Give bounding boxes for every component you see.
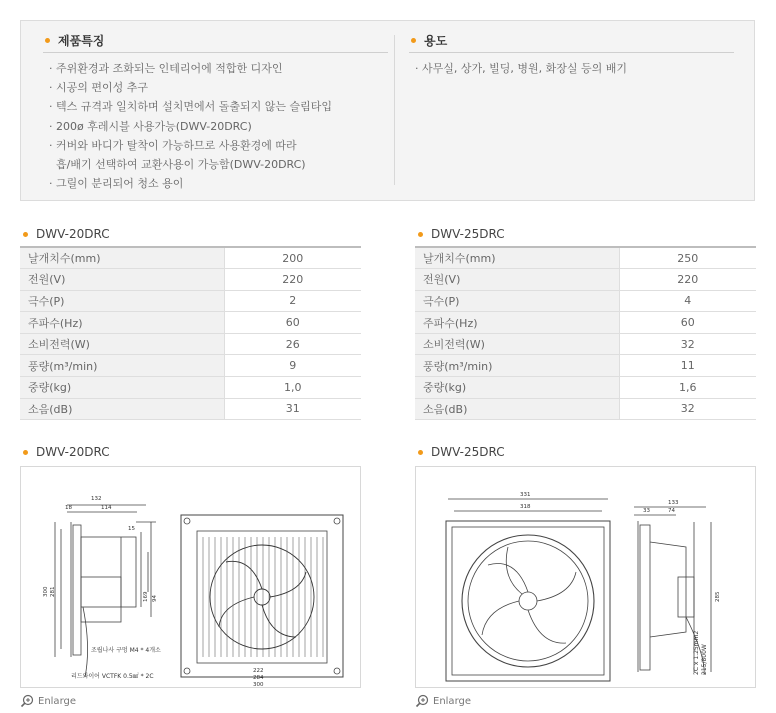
table-row (20, 269, 361, 291)
drawing-section-20drc (20, 442, 361, 708)
dim-label: 222 (253, 668, 264, 674)
spec-label: 소비전력(W) (415, 333, 619, 355)
feature-item: · 텍스 규격과 일치하며 설치면에서 돌출되지 않는 슬림타입 (49, 100, 332, 114)
spec-value: 220 (619, 269, 756, 291)
spec-value: 220 (224, 269, 361, 291)
spec-label: 극수(P) (415, 290, 619, 312)
spec-value: 32 (619, 398, 756, 420)
bullet-dot-icon (411, 38, 416, 43)
bullet-dot-icon (23, 232, 28, 237)
dim-label: 285 (715, 591, 721, 602)
feature-box (20, 20, 755, 201)
dim-label: 300 (253, 682, 264, 687)
table-row (415, 398, 756, 420)
technical-drawing (416, 467, 755, 687)
spec-value: 4 (619, 290, 756, 312)
drawing-model-title: DWV-25DRC (431, 445, 505, 459)
feature-item: · 주위환경과 조화되는 인테리어에 적합한 디자인 (49, 62, 283, 75)
drawing-section-25drc (415, 442, 756, 708)
dim-label: 169 (143, 591, 149, 602)
spec-table (415, 246, 756, 420)
dim-label: 318 (520, 504, 531, 510)
spec-value: 26 (224, 333, 361, 355)
drawing-note: 리드와이어 VCTFK 0.5㎟ * 2C (71, 673, 154, 680)
feature-item: · 200ø 후레시블 사용가능(DWV-20DRC) (49, 119, 252, 133)
table-row (20, 398, 361, 420)
spec-label: 중량(kg) (415, 377, 619, 399)
feature-item: · 커버와 바디가 탈착이 가능하므로 사용환경에 따라 (49, 138, 297, 152)
usage-header (409, 33, 734, 53)
spec-label: 날개치수(mm) (415, 247, 619, 269)
table-row (415, 333, 756, 355)
spec-value: 250 (619, 247, 756, 269)
enlarge-link[interactable] (20, 694, 361, 708)
table-row (20, 290, 361, 312)
magnifier-plus-icon (415, 694, 429, 708)
table-row (415, 247, 756, 269)
spec-label: 주파수(Hz) (20, 312, 224, 334)
spec-header (415, 224, 756, 244)
spec-section-20drc (20, 224, 361, 420)
spec-value: 60 (224, 312, 361, 334)
spec-label: 날개치수(mm) (20, 247, 224, 269)
spec-value: 1,6 (619, 377, 756, 399)
feature-item: 흡/배기 선택하여 교환사용이 가능함(DWV-20DRC) (49, 158, 306, 172)
drawing-note: 215/800W (701, 644, 708, 675)
table-row (20, 355, 361, 377)
technical-drawing (21, 467, 360, 687)
dim-label: 33 (643, 508, 650, 514)
column-divider (394, 35, 395, 185)
features-title: 제품특징 (58, 34, 105, 48)
table-row (20, 312, 361, 334)
spec-label: 중량(kg) (20, 377, 224, 399)
spec-value: 9 (224, 355, 361, 377)
drawing-image-20drc[interactable] (20, 466, 361, 688)
dim-label: 74 (668, 508, 675, 514)
spec-model-title: DWV-25DRC (431, 227, 505, 241)
spec-table (20, 246, 361, 420)
bullet-dot-icon (418, 232, 423, 237)
feature-item: · 시공의 편이성 추구 (49, 81, 148, 95)
drawing-header (415, 442, 756, 462)
spec-section-25drc (415, 224, 756, 420)
spec-label: 전원(V) (20, 269, 224, 291)
spec-value: 2 (224, 290, 361, 312)
dim-label: 300 (43, 586, 49, 597)
table-row (415, 377, 756, 399)
magnifier-plus-icon (20, 694, 34, 708)
dim-label: 331 (520, 492, 531, 498)
drawing-note: 조립나사 구멍 M4 * 4개소 (91, 647, 161, 654)
drawing-note: 2C x 1.25mm2 (693, 630, 700, 675)
dim-label: 15 (128, 526, 135, 532)
dim-label: 281 (50, 586, 56, 597)
table-row (20, 377, 361, 399)
spec-value: 31 (224, 398, 361, 420)
features-header (43, 33, 388, 53)
dim-label: 114 (101, 505, 112, 511)
bullet-dot-icon (23, 450, 28, 455)
spec-value: 1,0 (224, 377, 361, 399)
enlarge-label: Enlarge (38, 695, 76, 707)
spec-label: 소비전력(W) (20, 333, 224, 355)
dim-label: 133 (668, 500, 679, 506)
spec-label: 주파수(Hz) (415, 312, 619, 334)
dim-label: 94 (152, 595, 158, 602)
enlarge-label: Enlarge (433, 695, 471, 707)
features-list (43, 59, 388, 193)
bullet-dot-icon (418, 450, 423, 455)
spec-label: 소음(dB) (20, 398, 224, 420)
drawing-image-25drc[interactable] (415, 466, 756, 688)
dim-label: 284 (253, 675, 264, 681)
feature-item: · 그릴이 분리되어 청소 용이 (49, 177, 184, 191)
spec-label: 풍량(m³/min) (20, 355, 224, 377)
drawing-model-title: DWV-20DRC (36, 445, 110, 459)
spec-value: 60 (619, 312, 756, 334)
table-row (415, 269, 756, 291)
table-row (415, 290, 756, 312)
spec-label: 풍량(m³/min) (415, 355, 619, 377)
table-row (415, 312, 756, 334)
spec-value: 11 (619, 355, 756, 377)
table-row (415, 355, 756, 377)
spec-label: 소음(dB) (415, 398, 619, 420)
spec-model-title: DWV-20DRC (36, 227, 110, 241)
usage-column (409, 33, 734, 78)
spec-label: 전원(V) (415, 269, 619, 291)
spec-header (20, 224, 361, 244)
table-row (20, 247, 361, 269)
dim-label: 18 (65, 505, 72, 511)
spec-value: 32 (619, 333, 756, 355)
drawing-header (20, 442, 361, 462)
bullet-dot-icon (45, 38, 50, 43)
usage-title: 용도 (424, 34, 448, 48)
usage-list (409, 59, 734, 78)
table-row (20, 333, 361, 355)
spec-label: 극수(P) (20, 290, 224, 312)
usage-item: · 사무실, 상가, 빌딩, 병원, 화장실 등의 배기 (415, 62, 627, 75)
features-column (43, 33, 388, 193)
dim-label: 132 (91, 496, 102, 502)
enlarge-link[interactable] (415, 694, 756, 708)
spec-value: 200 (224, 247, 361, 269)
